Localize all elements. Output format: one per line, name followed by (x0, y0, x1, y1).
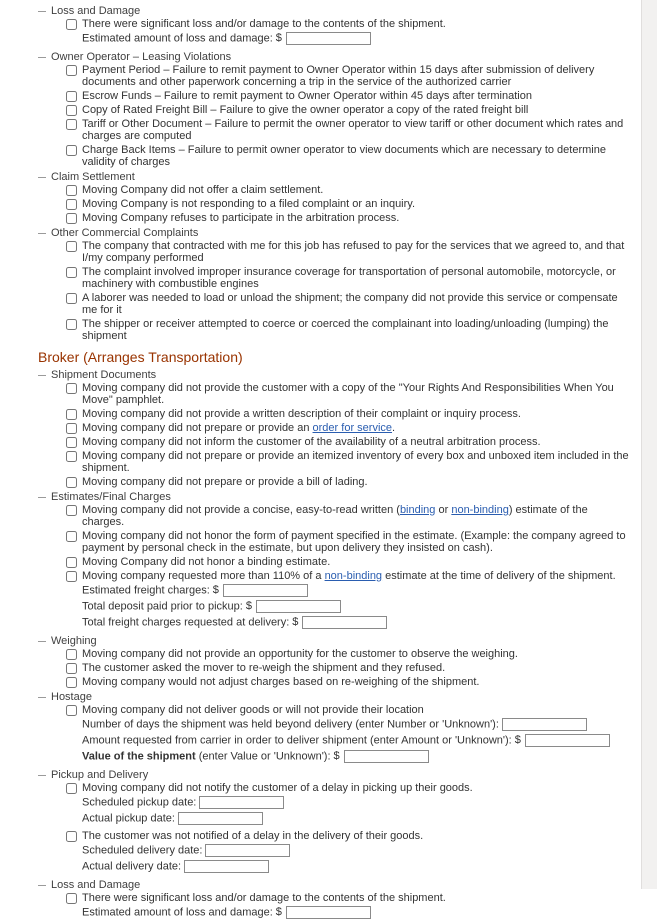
field-row (82, 734, 610, 749)
checkbox-label (82, 198, 415, 210)
checkbox-item (66, 476, 633, 488)
section-legend: Loss and Damage (51, 879, 141, 891)
label-part: Moving Company is not responding to a filed complaint or an inquiry. (82, 198, 416, 210)
field-row (82, 600, 616, 615)
field-row (82, 844, 423, 859)
field-label: Scheduled pickup date: (82, 796, 197, 809)
fieldset-hostage (38, 691, 633, 766)
section-legend: Claim Settlement (51, 171, 135, 183)
complaint-checkbox[interactable] (66, 663, 77, 674)
checkbox-label-text (82, 450, 629, 474)
checkbox-label (82, 118, 630, 142)
label-part: Moving company did not provide a concise, easy-to-read written ( (82, 504, 400, 516)
field-label: Scheduled delivery date: (82, 844, 203, 857)
fieldset-weighing (38, 635, 633, 688)
checkbox-item (66, 292, 633, 316)
label-part: The company that contracted with me for this job has refused to pay for the services that we agreed to, and that I/my company performed (82, 240, 625, 264)
label-part: Moving company did not provide the customer with a copy of the "Your Rights And Responsibilities When You Move" pamphlet. (82, 382, 614, 406)
label-part: A laborer was needed to load or unload the shipment; the company did not provide this service or compensate me for it (82, 292, 618, 316)
checkbox-label (82, 64, 630, 88)
checkbox-item (66, 144, 633, 168)
checkbox-label (82, 212, 399, 224)
link-non-binding[interactable]: non-binding (324, 570, 383, 582)
complaint-checkbox[interactable] (66, 409, 77, 420)
label-part: Moving company did not prepare or provide an (82, 422, 313, 434)
checkbox-label-text (82, 892, 446, 904)
item-fields (82, 844, 423, 875)
checkbox-label (82, 382, 630, 406)
field-label: (enter Value or 'Unknown'): (195, 750, 331, 763)
field-label: Amount requested from carrier in order to deliver shipment (enter Amount or 'Unknown'): (82, 734, 512, 747)
checkbox-item (66, 64, 633, 88)
checkbox-label-text (82, 266, 616, 290)
complaint-checkbox[interactable] (66, 185, 77, 196)
checkbox-label-text (82, 830, 423, 842)
checkbox-label-text (82, 504, 588, 528)
checkbox-label-text (82, 382, 614, 406)
complaint-checkbox[interactable] (66, 557, 77, 568)
label-part: Escrow Funds – Failure to remit payment to Owner Operator within 45 days after termination (82, 90, 532, 102)
checkbox-item (66, 198, 633, 210)
checkbox-label-text (82, 292, 618, 316)
currency-symbol: $ (275, 32, 282, 45)
section-legend: Estimates/Final Charges (51, 491, 171, 503)
complaint-checkbox[interactable] (66, 199, 77, 210)
checkbox-label-text (82, 662, 445, 674)
checkbox-label (82, 892, 446, 922)
checkbox-label-text (82, 240, 624, 264)
section-legend-row (38, 369, 633, 381)
text-input-estimated-freight-charges[interactable] (223, 584, 308, 597)
complaint-checkbox[interactable] (66, 831, 77, 842)
checkbox-label (82, 830, 423, 876)
label-part: Moving company did not deliver goods or will not provide their location (82, 704, 424, 716)
complaint-checkbox[interactable] (66, 531, 77, 542)
checkbox-item (66, 436, 633, 448)
label-part: Moving company did not prepare or provide an itemized inventory of every box and unboxed item included in the shipment. (82, 450, 629, 474)
checkbox-item (66, 240, 633, 264)
fieldset-border-dash (38, 177, 46, 178)
checkbox-label-text (82, 318, 608, 342)
section-legend-row (38, 879, 633, 891)
checkbox-item (66, 782, 633, 828)
field-row (82, 32, 446, 47)
checkbox-label-text (82, 212, 399, 224)
checkbox-label (82, 530, 630, 554)
text-input-total-freight-charges-requested-at-deliver[interactable] (302, 616, 387, 629)
complaint-checkbox[interactable] (66, 505, 77, 516)
checkbox-label-text (82, 18, 446, 30)
label-part: Moving company did not honor the form of payment specified in the estimate. (Example: the company agreed to payment by personal check in the estimate, but upon delivery they insisted on cash). (82, 530, 626, 554)
section-legend-row (38, 227, 633, 239)
checkbox-label (82, 104, 528, 116)
checkbox-item (66, 408, 633, 420)
label-part: The complaint involved improper insurance coverage for transportation of personal automobile, motorcycle, or machinery with combustible engines (82, 266, 616, 290)
section-legend: Hostage (51, 691, 92, 703)
label-part: ) estimate of the charges. (82, 504, 588, 528)
fieldset-border-dash (38, 775, 46, 776)
link-binding[interactable]: binding (399, 504, 436, 516)
checkbox-label-text (82, 570, 616, 582)
complaint-checkbox[interactable] (66, 91, 77, 102)
complaint-checkbox[interactable] (66, 319, 77, 330)
checkbox-label-text (82, 704, 424, 716)
checkbox-item (66, 704, 633, 766)
label-part: Moving company would not adjust charges based on re-weighing of the shipment. (82, 676, 480, 688)
checkbox-item (66, 118, 633, 142)
label-part: Moving company did not prepare or provide a bill of lading. (82, 476, 368, 488)
checkbox-label (82, 266, 630, 290)
checkbox-label (82, 476, 368, 488)
field-label-bold: Value of the shipment (82, 750, 196, 763)
section-legend: Pickup and Delivery (51, 769, 149, 781)
section-items (66, 504, 633, 632)
checkbox-item (66, 530, 633, 554)
checkbox-label (82, 18, 446, 48)
checkbox-label-text (82, 556, 330, 568)
checkbox-item (66, 212, 633, 224)
section-items (66, 892, 633, 922)
checkbox-item (66, 556, 633, 568)
fieldset-border-dash (38, 11, 46, 12)
complaint-checkbox[interactable] (66, 293, 77, 304)
checkbox-label-text (82, 64, 594, 88)
item-fields (82, 718, 610, 765)
field-row (82, 860, 423, 875)
currency-symbol: $ (514, 734, 521, 747)
checkbox-label-text (82, 676, 479, 688)
label-part: Moving company requested more than 110% of a (82, 570, 325, 582)
checkbox-label (82, 184, 323, 196)
label-part: . (392, 422, 396, 434)
label-part: There were significant loss and/or damage to the contents of the shipment. (82, 892, 446, 904)
complaint-checkbox[interactable] (66, 571, 77, 582)
label-part: Copy of Rated Freight Bill – Failure to give the owner operator a copy of the rated freight bill (82, 104, 529, 116)
field-label: Actual pickup date: (82, 812, 175, 825)
field-row (82, 812, 473, 827)
checkbox-label-text (82, 648, 518, 660)
text-input-estimated-amount-of-loss-and-damage[interactable] (286, 906, 371, 919)
label-part: estimate at the time of delivery of the shipment. (382, 570, 616, 582)
text-input-actual-delivery-date[interactable] (184, 860, 269, 873)
checkbox-label-text (82, 436, 541, 448)
complaint-checkbox[interactable] (66, 145, 77, 156)
scrollbar-track[interactable] (641, 0, 657, 889)
fieldset-border-dash (38, 57, 46, 58)
section-items (66, 18, 633, 48)
fieldset-owner-operator-leasing-violations (38, 51, 633, 168)
checkbox-label (82, 782, 473, 828)
section-items (66, 782, 633, 876)
label-part: Moving company did not provide an opportunity for the customer to observe the weighing. (82, 648, 518, 660)
checkbox-item (66, 18, 633, 48)
checkbox-label-text (82, 530, 626, 554)
field-label: Number of days the shipment was held beyond delivery (enter Number or 'Unknown'): (82, 718, 499, 731)
item-fields (82, 796, 473, 827)
checkbox-label-text (82, 118, 623, 142)
complaint-checkbox[interactable] (66, 677, 77, 688)
field-row (82, 750, 610, 765)
checkbox-item (66, 382, 633, 406)
field-label: Total deposit paid prior to pickup: (82, 600, 243, 613)
field-label: Estimated freight charges: (82, 584, 210, 597)
checkbox-item (66, 830, 633, 876)
checkbox-label (82, 144, 630, 168)
field-label: Actual delivery date: (82, 860, 182, 873)
checkbox-label-text (82, 104, 528, 116)
label-part: The customer was not notified of a delay in the delivery of their goods. (82, 830, 424, 842)
complaint-checkbox[interactable] (66, 893, 77, 904)
section-legend-row (38, 491, 633, 503)
checkbox-label (82, 570, 616, 632)
label-part: Payment Period – Failure to remit payment to Owner Operator within 15 days after submission of delivery documents and other paperwork concerning a trip in the service of the authorized carrier (82, 64, 595, 88)
section-items (66, 382, 633, 488)
checkbox-label (82, 504, 630, 528)
checkbox-item (66, 266, 633, 290)
text-input-scheduled-delivery-date[interactable] (205, 844, 290, 857)
label-part: Moving Company did not offer a claim settlement. (82, 184, 324, 196)
checkbox-label-text (82, 782, 473, 794)
complaint-checkbox[interactable] (66, 267, 77, 278)
checkbox-label-text (82, 422, 395, 434)
section-legend: Loss and Damage (51, 5, 141, 17)
text-input-total-deposit-paid-prior-to-pickup[interactable] (256, 600, 341, 613)
checkbox-label (82, 292, 630, 316)
fieldset-loss-and-damage (38, 879, 633, 922)
checkbox-label (82, 662, 445, 674)
item-fields (82, 906, 446, 921)
text-input-estimated-amount-of-loss-and-damage[interactable] (286, 32, 371, 45)
complaint-checkbox[interactable] (66, 383, 77, 394)
label-part: The shipper or receiver attempted to coerce or coerced the complainant into loading/unloading (lumping) the shipment (82, 318, 609, 342)
complaint-checkbox[interactable] (66, 451, 77, 462)
fieldset-border-dash (38, 641, 46, 642)
field-row (82, 616, 616, 631)
fieldset-claim-settlement (38, 171, 633, 224)
section-legend-row (38, 171, 633, 183)
checkbox-label (82, 408, 521, 420)
checkbox-item (66, 90, 633, 102)
checkbox-label (82, 422, 395, 434)
checkbox-item (66, 450, 633, 474)
complaint-checkbox[interactable] (66, 783, 77, 794)
fieldset-shipment-documents (38, 369, 633, 488)
complaint-checkbox[interactable] (66, 119, 77, 130)
label-part: Tariff or Other Document – Failure to permit the owner operator to view tariff or other document which rates and charges are computed (82, 118, 624, 142)
checkbox-label (82, 90, 532, 102)
fieldset-loss-and-damage (38, 5, 633, 48)
section-legend-row (38, 5, 633, 17)
label-part: Moving company did not inform the customer of the availability of a neutral arbitration process. (82, 436, 541, 448)
section-legend-row (38, 769, 633, 781)
field-row (82, 796, 473, 811)
checkbox-label (82, 648, 518, 660)
checkbox-item (66, 662, 633, 674)
fieldset-pickup-and-delivery (38, 769, 633, 876)
checkbox-item (66, 570, 633, 632)
text-input-number-of-days-the-shipment-was-held-beyon[interactable] (502, 718, 587, 731)
fieldset-estimates-final-charges (38, 491, 633, 632)
field-label: Estimated amount of loss and damage: (82, 906, 273, 919)
text-input-actual-pickup-date[interactable] (178, 812, 263, 825)
item-fields (82, 584, 616, 631)
field-row (82, 906, 446, 921)
link-order-for-service[interactable]: order for service (312, 422, 393, 434)
checkbox-label (82, 450, 630, 474)
section-legend: Shipment Documents (51, 369, 157, 381)
section-items (66, 648, 633, 688)
checkbox-item (66, 648, 633, 660)
checkbox-label (82, 318, 630, 342)
checkbox-label-text (82, 144, 606, 168)
checkbox-label (82, 676, 479, 688)
text-input-amount-requested-from-carrier-in-order-to-[interactable] (525, 734, 610, 747)
fieldset-border-dash (38, 697, 46, 698)
checkbox-label-text (82, 198, 415, 210)
complaint-checkbox[interactable] (66, 213, 77, 224)
link-non-binding[interactable]: non-binding (451, 504, 509, 516)
label-part: Moving company did not notify the customer of a delay in picking up their goods. (82, 782, 473, 794)
section-legend-row (38, 51, 633, 63)
currency-symbol: $ (292, 616, 299, 629)
complaint-checkbox[interactable] (66, 241, 77, 252)
label-part: Moving Company refuses to participate in the arbitration process. (82, 212, 400, 224)
section-legend: Other Commercial Complaints (51, 227, 199, 239)
checkbox-label (82, 240, 630, 264)
fieldset-border-dash (38, 233, 46, 234)
section-legend-row (38, 691, 633, 703)
complaint-checkbox[interactable] (66, 19, 77, 30)
checkbox-label (82, 556, 330, 568)
complaint-checkbox[interactable] (66, 437, 77, 448)
label-part: Charge Back Items – Failure to permit owner operator to view documents which are necessary to determine validity of charges (82, 144, 606, 168)
text-input-value-of-the-shipment-enter-value-or-unkno[interactable] (344, 750, 429, 763)
section-items (66, 184, 633, 224)
currency-symbol: $ (212, 584, 219, 597)
label-part: Moving Company did not honor a binding estimate. (82, 556, 331, 568)
checkbox-item (66, 676, 633, 688)
label-part: The customer asked the mover to re-weigh the shipment and they refused. (82, 662, 446, 674)
section-items (66, 240, 633, 342)
label-part: Moving company did not provide a written description of their complaint or inquiry process. (82, 408, 521, 420)
section-items (66, 64, 633, 168)
field-row (82, 584, 616, 599)
fieldset-border-dash (38, 885, 46, 886)
fieldset-other-commercial-complaints (38, 227, 633, 342)
checkbox-label-text (82, 90, 532, 102)
currency-symbol: $ (333, 750, 340, 763)
checkbox-label-text (82, 408, 521, 420)
fieldset-border-dash (38, 375, 46, 376)
label-part: There were significant loss and/or damage to the contents of the shipment. (82, 18, 446, 30)
checkbox-label-text (82, 184, 323, 196)
checkbox-label-text (82, 476, 368, 488)
complaint-checkbox[interactable] (66, 649, 77, 660)
checkbox-item (66, 318, 633, 342)
section-legend: Owner Operator – Leasing Violations (51, 51, 232, 63)
complaint-checkbox[interactable] (66, 105, 77, 116)
text-input-scheduled-pickup-date[interactable] (199, 796, 284, 809)
complaint-checkbox[interactable] (66, 705, 77, 716)
checkbox-item (66, 104, 633, 116)
item-fields (82, 32, 446, 47)
section-items (66, 704, 633, 766)
broker-heading: Broker (Arranges Transportation) (38, 349, 243, 365)
field-row (82, 718, 610, 733)
field-label: Estimated amount of loss and damage: (82, 32, 273, 45)
checkbox-item (66, 184, 633, 196)
section-legend-row (38, 635, 633, 647)
checkbox-label (82, 704, 610, 766)
fieldset-border-dash (38, 497, 46, 498)
currency-symbol: $ (245, 600, 252, 613)
complaint-checkbox[interactable] (66, 423, 77, 434)
checkbox-label (82, 436, 541, 448)
label-part: or (435, 504, 452, 516)
checkbox-item (66, 892, 633, 922)
checkbox-item (66, 504, 633, 528)
checkbox-item (66, 422, 633, 434)
field-label: Total freight charges requested at delivery: (82, 616, 290, 629)
complaint-checkbox[interactable] (66, 477, 77, 488)
complaint-checkbox[interactable] (66, 65, 77, 76)
currency-symbol: $ (275, 906, 282, 919)
section-legend: Weighing (51, 635, 97, 647)
